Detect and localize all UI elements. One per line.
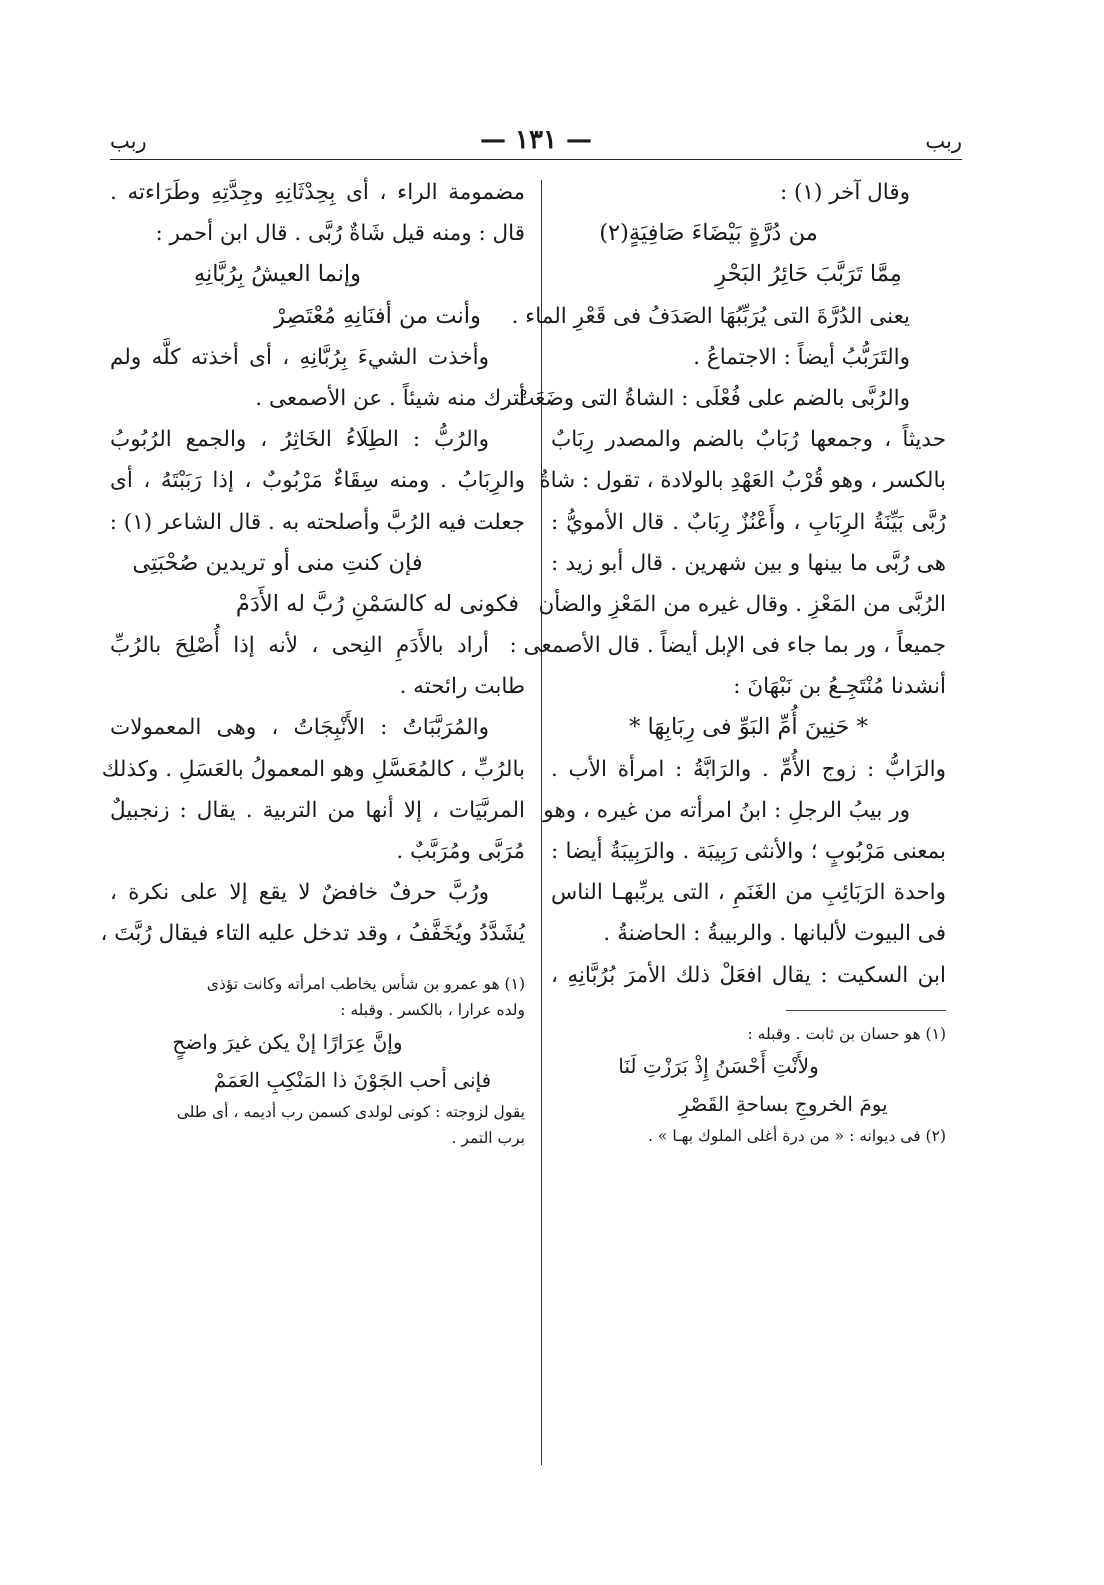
text-line: والرُبَّى بالضم على فُعْلَى : الشاةُ التى وضَعَتْ <box>514 385 910 411</box>
text-line: بالرُبِّ ، كالمُعَسَّلِ وهو المعمولُ بالعَسَلِ . وكذلك <box>101 756 525 782</box>
verse-line: فكونى له كالسَمْنِ رُبَّ له الأَدَمْ <box>235 590 520 617</box>
footnote-verse: فإنى أحب الجَوْنَ ذا المَنْكِبِ العَمَمْ <box>213 1067 492 1092</box>
text-line: مُرَبَّى ومُرَبَّبٌ . <box>396 839 525 864</box>
footnote: (٢) فى ديوانه : « من درة أغلى الملوك بهـا » . <box>648 1126 946 1145</box>
text-line: مضمومة الراء ، أى بِحِدْثَانِهِ وجِدَّتِهِ وطَرَاءته . <box>110 180 525 205</box>
verse-line: * حَنِينَ أُمِّ البَوِّ فى رِبَابِهَا * <box>629 714 868 741</box>
text-line: والتَرَبُّبُ أيضاً : الاجتماعُ . <box>693 344 910 370</box>
footnote: (١) هو عمرو بن شأس يخاطب امرأته وكانت تؤذى <box>206 974 525 993</box>
verse-line: وأنت من أفنَانِهِ مُعْتَصِرْ <box>274 302 481 329</box>
verse-line: مِمَّا تَرَبَّبَ حَائِرُ البَحْرِ <box>715 261 902 288</box>
text-line: والرِبَابُ . ومنه سِقَاءٌ مَرْبُوبٌ ، إذا رَبَبْتَهُ ، أى <box>110 468 525 494</box>
verse-line: فإن كنتِ منى أو تريدين صُحْبَتِى <box>132 549 423 576</box>
footnote-rule <box>786 1010 946 1011</box>
verse-line: من دُرَّةٍ بَيْضَاءَ صَافِيَةٍ(٢) <box>599 220 818 247</box>
text-line: الرُبَّى من المَعْزِ . وقال غيره من المَعْزِ والضأن <box>538 591 946 617</box>
text-line: أنشدنا مُنْتَجِـعُ بن نَبْهَانَ : <box>733 674 946 700</box>
text-line: وقال آخر (١) : <box>779 180 910 205</box>
column-divider <box>541 180 542 1465</box>
footnote: برب التمر . <box>451 1128 525 1147</box>
footnote: ولده عرارا ، بالكسر . وقبله : <box>340 1000 525 1019</box>
right-column <box>509 172 946 1472</box>
text-line: أراد بالأَدَمِ النِحى ، لأنه إذا أُصْلِحَ بالرُبِّ <box>110 633 489 659</box>
text-line: والرُبُّ : الطِلَاءُ الخَاثِرُ ، والجمع الرُبُوبُ <box>110 427 489 453</box>
running-head-left: ربب <box>110 129 147 153</box>
page-header <box>110 125 962 160</box>
text-line: يعنى الدُرَّةَ التى يُرَبِّبُهَا الصَدَفُ فى قَعْرِ الماء . <box>511 303 910 329</box>
footnote: يقول لزوجته : كونى لولدى كسمن رب أديمه ، أى طلى <box>176 1102 525 1121</box>
text-line: ور بيبُ الرجلِ : ابنُ امرأته من غيره ، وهو <box>543 797 910 823</box>
running-head-right: ربب <box>925 129 962 153</box>
verse-line: وإنما العيشُ بِرُبَّانِهِ <box>193 261 362 288</box>
text-line: بمعنى مَرْبُوبٍ ؛ والأنثى رَبِيبَة . والرَبِيبَةُ أيضا : <box>551 839 946 864</box>
footnote: (١) هو حسان بن ثابت . وقبله : <box>747 1024 946 1043</box>
text-line: يُشَدَّدُ ويُخَفَّفُ ، وقد تدخل عليه التاء فيقال رُبَّتَ ، <box>100 921 525 947</box>
left-column <box>100 172 525 1472</box>
text-line: جميعاً ، ور بما جاء فى الإبل أيضاً . قال الأصمعى : <box>509 633 946 659</box>
text-line: رُبَّى بَيِّنَةُ الرِبَابِ ، وأَعْنُزٌ رِبَابٌ . قال الأمويُّ : <box>551 509 946 535</box>
text-line: حديثاً ، وجمعها رُبَابٌ بالضم والمصدر رِبَابٌ <box>551 427 946 453</box>
text-line: قال : ومنه قيل شَاةٌ رُبَّى . قال ابن أحمر : <box>155 221 525 247</box>
footnote-verse: وإنَّ عِرَارًا إنْ يكن غيرَ واضحٍ <box>172 1029 403 1054</box>
text-line: واحدة الرَبَائِبِ من الغَنَمِ ، التى يربِّبهـا الناس <box>551 880 946 906</box>
text-line: أترك منه شيئاً . عن الأصمعى . <box>255 385 525 411</box>
text-line: فى البيوت لألبانها . والربيبةُ : الحاضنةُ . <box>603 921 946 947</box>
text-line: والمُرَبَّبَاتُ : الأَنْبِجَاتُ ، وهى المعمولات <box>110 715 489 741</box>
text-line: ورُبَّ حرفٌ خافضٌ لا يقع إلا على نكرة ، <box>110 880 489 906</box>
text-line: هى رُبَّى ما بينها و بين شهرين . قال أبو زيد : <box>551 550 946 576</box>
text-line: ابن السكيت : يقال افعَلْ ذلك الأمرَ بُرُبَّانِهِ ، <box>551 962 946 988</box>
text-line: وأخذت الشيءَ بِرُبَّانِهِ ، أى أخذته كلَّه ولم <box>110 344 489 370</box>
text-line: بالكسر ، وهو قُرْبُ العَهْدِ بالولادة ، تقول : شاةٌ <box>539 468 946 494</box>
text-line: جعلت فيه الرُبَّ وأصلحته به . قال الشاعر (١) : <box>109 509 525 535</box>
footnote-verse: يومَ الخروجِ بساحةِ القَصْرِ <box>679 1091 888 1116</box>
page-number: — ١٣١ — <box>479 125 593 155</box>
footnote-verse: ولأَنْتِ أَحْسَنُ إِذْ بَرَزْتِ لَنَا <box>618 1053 819 1078</box>
text-line: طابت رائحته . <box>399 674 525 700</box>
text-line: المربَّيَات ، إلا أنها من التربية . يقال : زنجبيلٌ <box>110 797 525 823</box>
text-line: والرَابُّ : زوج الأُمِّ . والرَابَّةُ : امرأة الأب . <box>551 756 946 782</box>
